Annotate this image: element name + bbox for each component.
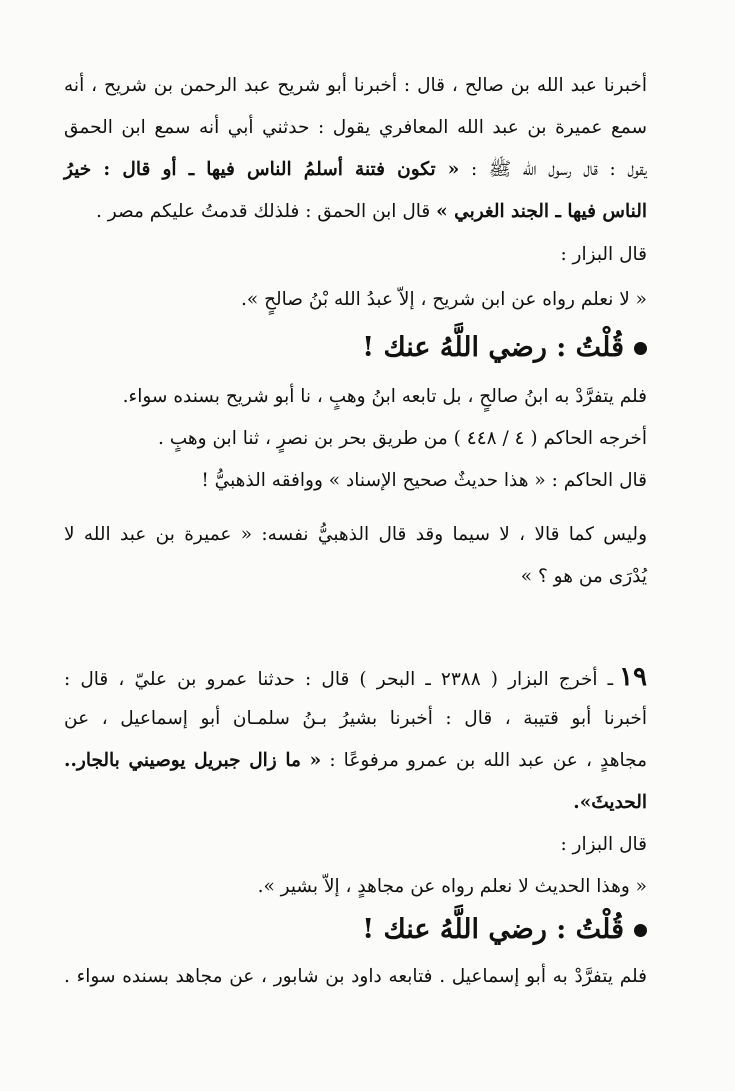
- text-span: قال البزار :: [560, 834, 647, 855]
- entry-number: ١٩: [619, 662, 647, 692]
- text-span: فلم يتفرَّدْ به أبو إسماعيل . فتابعه داود بن شابور ، عن مجاهد بسنده سواء .: [64, 966, 647, 987]
- text-span: وليس كما قالا ، لا سيما وقد قال الذهبيُّ نفسه: « عميرة بن عبد الله لا: [64, 524, 647, 545]
- heading-text: قُلْتُ : رضي اللَّهُ عنك !: [362, 914, 624, 945]
- text-line: [64, 155, 647, 185]
- bazzar-quote: [64, 285, 647, 315]
- text-span: قال الحاكم : « هذا حديثٌ صحيح الإسناد » ووافقه الذهبيُّ !: [201, 470, 647, 491]
- text-span: مجاهدٍ ، عن عبد الله بن عمرو مرفوعًا :: [321, 750, 647, 771]
- text-span: قال البزار :: [560, 244, 647, 265]
- text-line: [64, 962, 647, 992]
- text-line: [64, 662, 647, 695]
- text-span: يُدْرَى من هو ؟ »: [520, 566, 647, 587]
- text-span: أخبرنا عبد الله بن صالح ، قال : أخبرنا أبو شريح عبد الرحمن بن شريح ، أنه: [64, 75, 647, 96]
- bazzar-label: [64, 240, 647, 270]
- section-heading: [362, 910, 647, 950]
- bazzar-label: [64, 830, 647, 860]
- section-heading: [362, 328, 647, 368]
- text-line: [64, 113, 647, 143]
- text-span: فلم يتفرَّدْ به ابنُ صالحٍ ، بل تابعه ابنُ وهبٍ ، نا أبو شريح بسنده سواء.: [122, 386, 647, 407]
- text-span: أخرجه الحاكم ( ٤ / ٤٤٨ ) من طريق بحر بن نصرٍ ، ثنا ابن وهبٍ .: [157, 428, 647, 449]
- heading-text: قُلْتُ : رضي اللَّهُ عنك !: [362, 332, 624, 363]
- hadith-text: الناس فيها ـ الجند الغربي »: [436, 201, 647, 222]
- bazzar-quote: [64, 872, 647, 902]
- text-line: [64, 71, 647, 101]
- text-line: [64, 562, 647, 592]
- text-span: يقول : قال رسول الله ﷺ :: [459, 159, 647, 180]
- text-line: [64, 466, 647, 496]
- text-span: « لا نعلم رواه عن ابن شريح ، إلاّ عبدُ الله بْنُ صالحٍ ».: [241, 289, 647, 310]
- hadith-text: « تكون فتنة أسلمُ الناس فيها ـ أو قال : خيرُ: [64, 159, 460, 180]
- text-line: [64, 197, 647, 227]
- hadith-text: الحديثَ».: [573, 792, 647, 813]
- hadith-text: « ما زال جبريل يوصيني بالجار..: [64, 750, 322, 771]
- text-span: ـ أخرج البزار ( ٢٣٨٨ ـ البحر ) قال : حدثنا عمرو بن عليّ ، قال :: [64, 669, 614, 690]
- bullet-icon: [634, 342, 647, 355]
- bullet-icon: [634, 924, 647, 937]
- text-line: [64, 704, 647, 734]
- text-line: [64, 382, 647, 412]
- text-line: [64, 746, 647, 776]
- text-line: [64, 424, 647, 454]
- text-span: سمع عميرة بن عبد الله المعافري يقول : حدثني أبي أنه سمع ابن الحمق: [64, 117, 647, 138]
- text-line: [64, 788, 647, 818]
- text-span: « وهذا الحديث لا نعلم رواه عن مجاهدٍ ، إلاّ بشير ».: [257, 876, 647, 897]
- text-span: قال ابن الحمق : فلذلك قدمتُ عليكم مصر .: [95, 201, 437, 222]
- text-line: [64, 520, 647, 550]
- text-span: أخبرنا أبو قتيبة ، قال : أخبرنا بشيرُ بـنُ سلمـان أبو إسماعيل ، عن: [64, 708, 647, 729]
